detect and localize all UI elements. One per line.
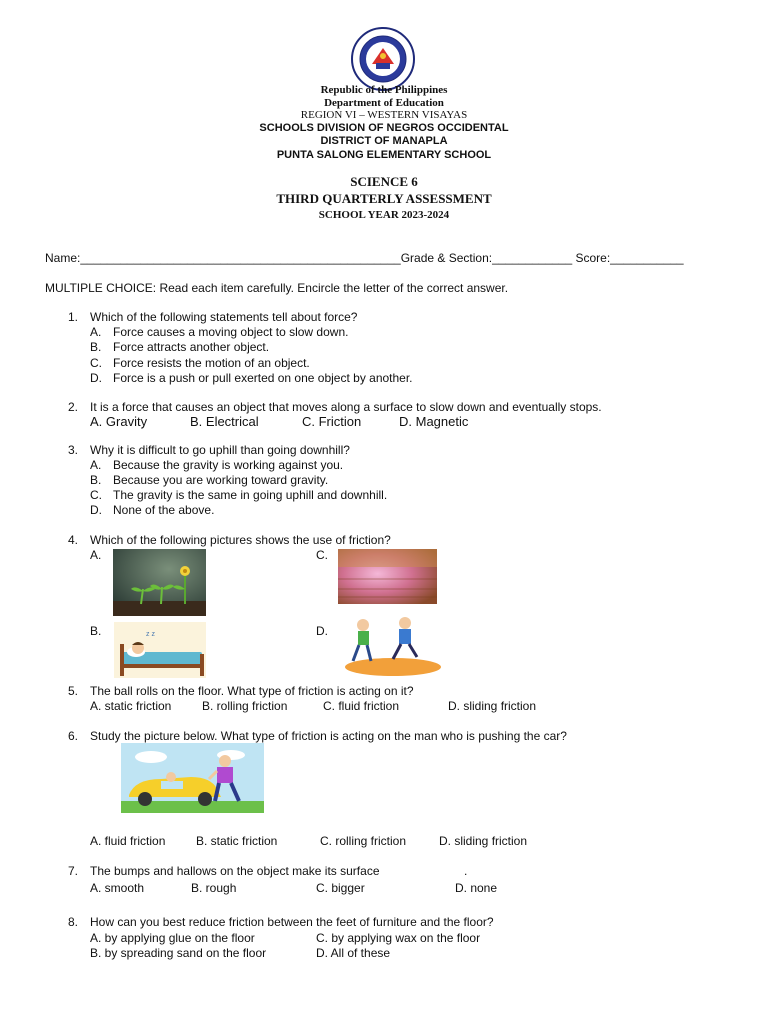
question-7-blank-period: . bbox=[464, 864, 468, 878]
header-region: REGION VI – WESTERN VISAYAS bbox=[300, 109, 468, 121]
subject-title: SCIENCE 6 bbox=[350, 174, 418, 189]
q4-option-b[interactable]: B. bbox=[90, 624, 102, 638]
q7-option-c[interactable]: C. bigger bbox=[316, 881, 365, 895]
q4-option-d[interactable]: D. bbox=[316, 624, 328, 638]
q6-option-b[interactable]: B. static friction bbox=[196, 834, 278, 848]
deped-seal bbox=[350, 26, 416, 92]
q7-option-b[interactable]: B. rough bbox=[191, 881, 237, 895]
q4-option-a[interactable]: A. bbox=[90, 548, 102, 562]
q5-option-d[interactable]: D. sliding friction bbox=[448, 699, 537, 713]
q8-option-c[interactable]: C. by applying wax on the floor bbox=[316, 931, 481, 945]
header-school: PUNTA SALONG ELEMENTARY SCHOOL bbox=[276, 149, 492, 161]
q7-option-d[interactable]: D. none bbox=[455, 881, 498, 895]
header-district: DISTRICT OF MANAPLA bbox=[320, 135, 448, 147]
q8-option-a[interactable]: A. by applying glue on the floor bbox=[90, 931, 255, 945]
q2-option-a[interactable]: A. Gravity bbox=[90, 414, 148, 429]
q6-option-a[interactable]: A. fluid friction bbox=[90, 834, 166, 848]
instructions: MULTIPLE CHOICE: Read each item carefully. Encircle the letter of the correct answer. bbox=[45, 281, 509, 295]
q2-option-b[interactable]: B. Electrical bbox=[190, 414, 259, 429]
q2-option-d[interactable]: D. Magnetic bbox=[399, 414, 469, 429]
header-department: Department of Education bbox=[324, 97, 444, 109]
wooden-floor-picture bbox=[338, 549, 437, 604]
plants-growing-picture bbox=[113, 549, 206, 616]
student-info-line: Name:________________________________________________Grade & Section:____________ Score:___________ bbox=[45, 251, 684, 265]
question-number: 1. bbox=[68, 310, 79, 324]
header-republic: Republic of the Philippines bbox=[320, 84, 448, 96]
pushing-car-picture bbox=[121, 743, 264, 813]
svg-text:z z: z z bbox=[146, 631, 155, 638]
school-year: SCHOOL YEAR 2023-2024 bbox=[318, 209, 450, 221]
q2-option-c[interactable]: C. Friction bbox=[302, 414, 362, 429]
q5-option-b[interactable]: B. rolling friction bbox=[202, 699, 288, 713]
q6-option-d[interactable]: D. sliding friction bbox=[439, 834, 528, 848]
children-running-picture bbox=[343, 615, 443, 677]
person-sleeping-picture bbox=[114, 622, 206, 678]
header-division: SCHOOLS DIVISION OF NEGROS OCCIDENTAL bbox=[259, 122, 509, 134]
q4-option-c[interactable]: C. bbox=[316, 548, 328, 562]
q6-option-c[interactable]: C. rolling friction bbox=[320, 834, 407, 848]
exam-title: THIRD QUARTERLY ASSESSMENT bbox=[276, 191, 492, 206]
question-text: Which of the following statements tell about force? bbox=[90, 310, 358, 324]
q5-option-c[interactable]: C. fluid friction bbox=[323, 699, 400, 713]
q7-option-a[interactable]: A. smooth bbox=[90, 881, 145, 895]
q8-option-d[interactable]: D. All of these bbox=[316, 946, 391, 960]
q8-option-b[interactable]: B. by spreading sand on the floor bbox=[90, 946, 267, 960]
q5-option-a[interactable]: A. static friction bbox=[90, 699, 172, 713]
